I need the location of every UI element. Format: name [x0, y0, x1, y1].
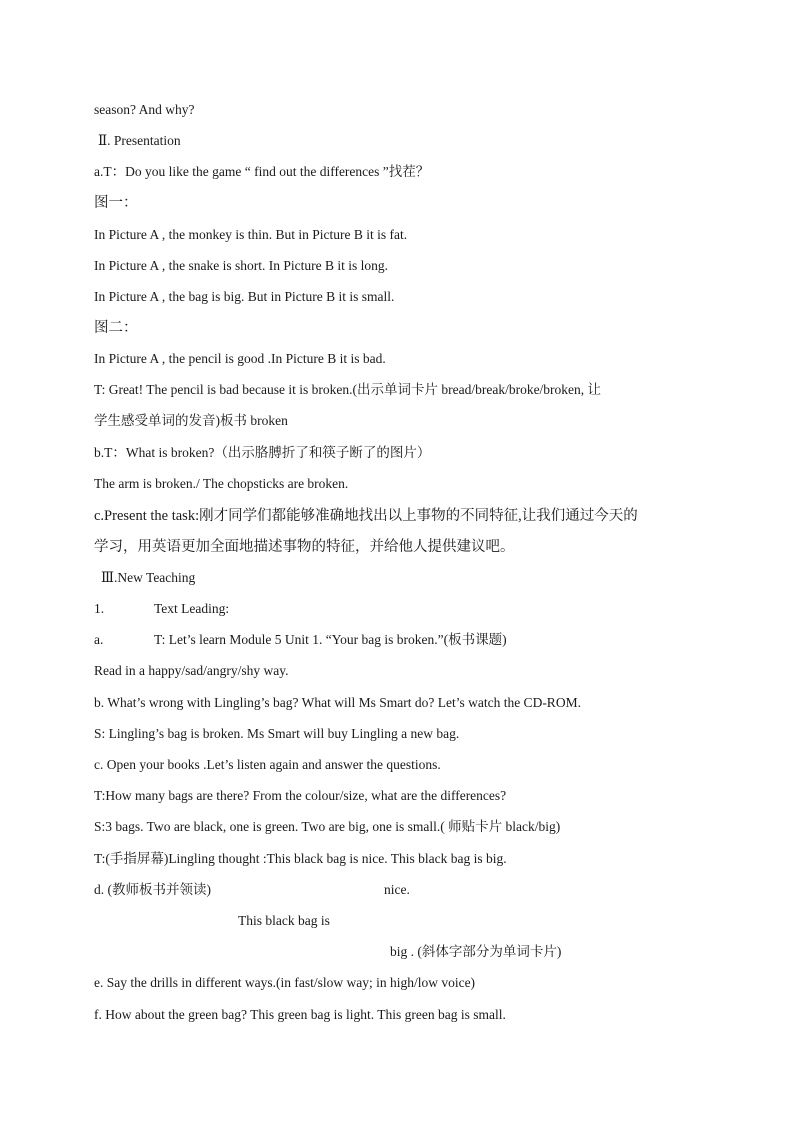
text-line: T: Great! The pencil is bad because it is broken.(出示单词卡片 bread/break/broke/broken, 让	[94, 382, 602, 397]
text-line: In Picture A , the pencil is good .In Picture B it is bad.	[94, 351, 386, 366]
list-number: 1.	[94, 601, 105, 616]
board-sentence: This black bag is	[238, 913, 330, 928]
section-heading: Ⅱ. Presentation	[98, 133, 181, 148]
text-line: T:How many bags are there? From the colour/size, what are the differences?	[94, 788, 507, 803]
text-line: 图一：	[94, 195, 138, 211]
text-line: S: Lingling’s bag is broken. Ms Smart will buy Lingling a new bag.	[94, 726, 460, 741]
text-line: d. (教师板书并领读)	[94, 882, 211, 897]
text-line: Read in a happy/sad/angry/shy way.	[94, 663, 289, 678]
text-line: In Picture A , the monkey is thin. But in Picture B it is fat.	[94, 227, 408, 242]
numbered-line	[94, 631, 507, 649]
text-line: In Picture A , the bag is big. But in Picture B it is small.	[94, 289, 395, 304]
text-line: season? And why?	[94, 102, 195, 117]
text-line: f. How about the green bag? This green bag is light. This green bag is small.	[94, 1007, 506, 1022]
text-line: 学生感受单词的发音)板书 broken	[94, 413, 288, 428]
text-line: 学习，用英语更加全面地描述事物的特征，并给他人提供建议吧。	[94, 539, 515, 555]
text-line: 图二：	[94, 320, 138, 336]
numbered-line	[94, 600, 229, 618]
text-line: b. What’s wrong with Lingling’s bag? What will Ms Smart do? Let’s watch the CD-ROM.	[94, 695, 581, 710]
list-text: T: Let’s learn Module 5 Unit 1. “Your bag is broken.”(板书课题)	[154, 632, 507, 647]
list-text: Text Leading:	[154, 601, 230, 616]
text-line: b.T：What is broken?（出示胳膊折了和筷子断了的图片）	[94, 445, 431, 460]
list-number: a.	[94, 632, 104, 647]
text-line: T:(手指屏幕)Lingling thought :This black bag is nice. This black bag is big.	[94, 851, 507, 866]
text-line: In Picture A , the snake is short. In Picture B it is long.	[94, 258, 388, 273]
text-line: c. Open your books .Let’s listen again and answer the questions.	[94, 757, 441, 772]
section-heading: Ⅲ.New Teaching	[101, 570, 196, 585]
text-line: The arm is broken./ The chopsticks are broken.	[94, 476, 349, 491]
text-line: c.Present the task:刚才同学们都能够准确地找出以上事物的不同特征,让我们通过今天的	[94, 508, 638, 524]
text-line: S:3 bags. Two are black, one is green. Two are big, one is small.( 师贴卡片 black/big)	[94, 819, 561, 834]
text-line: e. Say the drills in different ways.(in fast/slow way; in high/low voice)	[94, 975, 476, 990]
board-word: big . (斜体字部分为单词卡片)	[390, 944, 562, 959]
text-line: a.T：Do you like the game “ find out the differences ”找茬？	[94, 164, 430, 179]
board-word: nice.	[384, 882, 410, 897]
